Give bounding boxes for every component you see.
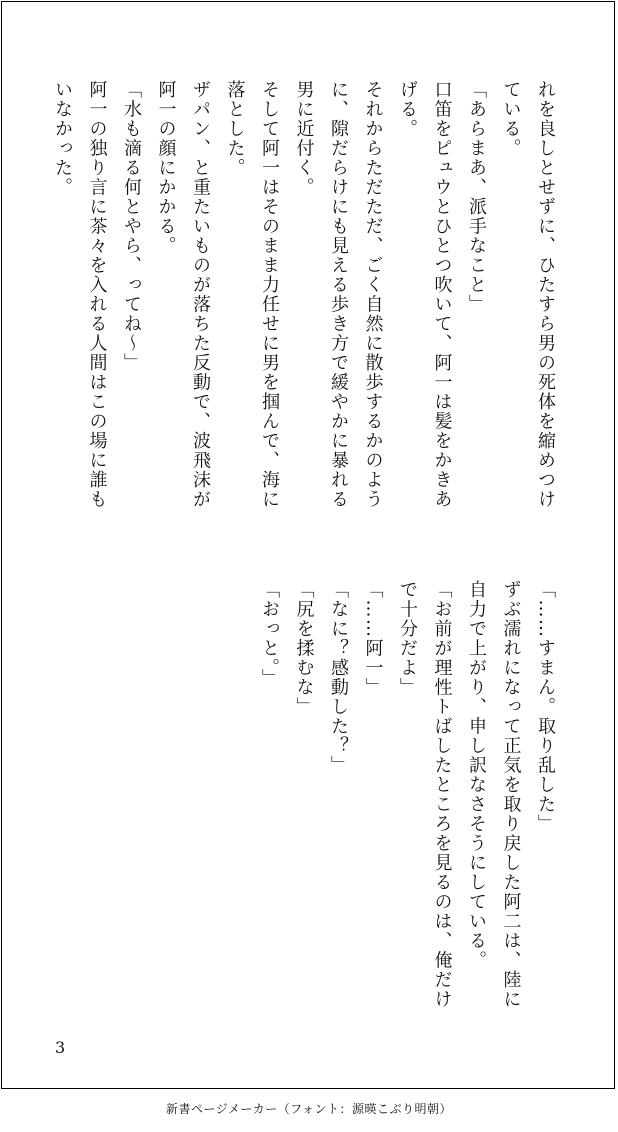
text-line: ている。 [500,80,522,158]
lower-text-block [252,580,563,1020]
text-line: いなかった。 [52,80,73,197]
text-line: 男に近付く。 [293,80,315,197]
text-line: 口笛をピュウとひとつ吹いて、阿一は髪をかきあ [431,80,453,509]
text-line: 「あらまあ、派手なこと」 [466,80,487,314]
text-line: 落とした。 [224,80,246,178]
text-line: 「……阿一」 [362,580,384,697]
text-line: ずぶ濡れになって正気を取り戻した阿二は、陸に [500,580,522,1009]
text-line: 「おっと。」 [259,580,280,688]
text-line: げる。 [397,80,418,139]
page-frame [1,1,615,1089]
upper-text-block [45,80,563,530]
text-line: そして阿一はそのまま力任せに男を掴んで、海に [259,80,280,509]
text-line: それからただただ、ごく自然に散歩するかのよう [362,80,384,509]
text-line: に、隙だらけにも見える歩き方で緩やかに暴れる [328,80,349,509]
text-line: 「お前が理性トばしたところを見るのは、俺だけ [431,580,453,1009]
text-line: 「……すまん。取り乱した」 [535,580,556,834]
footer-caption: 新書ページメーカー（フォント：源暎こぶり明朝） [165,1102,453,1116]
text-line: 自力で上がり、申し訳なさそうにしている。 [466,580,487,970]
text-line: で十分だよ」 [397,580,418,697]
text-line: 「尻を揉むな」 [293,580,315,717]
text-line: れを良しとせずに、ひたすら男の死体を縮めつけ [535,80,556,509]
page-number: 3 [55,1038,66,1057]
text-line: ザパン、と重たいものが落ちた反動で、波飛沫が [190,80,211,509]
text-line: 「水も滴る何とやら、ってね～」 [121,80,142,373]
text-line: 阿一の顔にかかる。 [155,80,177,256]
text-line: 「なに？感動した？」 [328,580,349,775]
text-line: 阿一の独り言に茶々を入れる人間はこの場に誰も [86,80,108,509]
